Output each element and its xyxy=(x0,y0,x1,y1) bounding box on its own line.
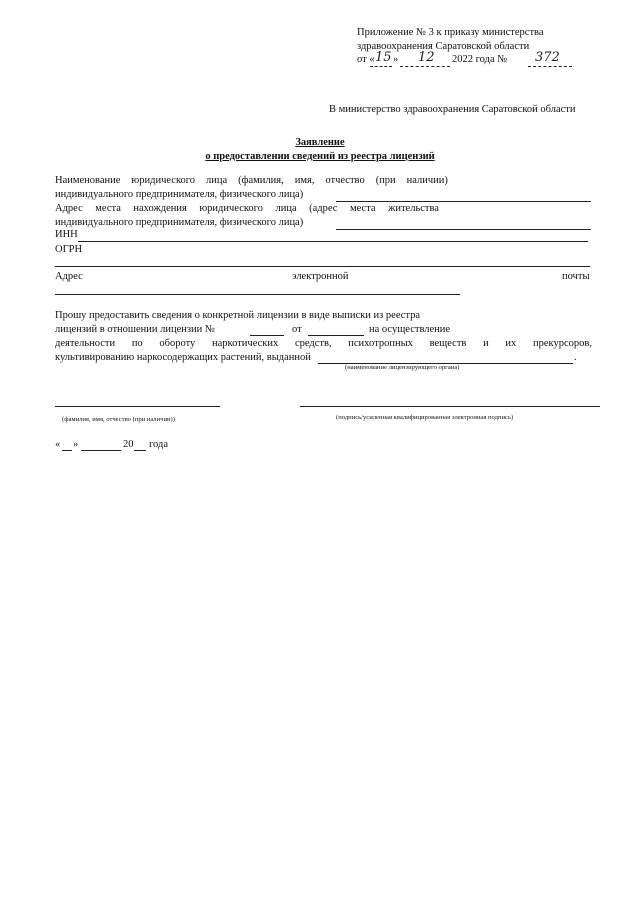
fio-input-line[interactable] xyxy=(55,406,220,407)
address-input-line[interactable] xyxy=(336,229,591,230)
date-day-underline xyxy=(370,66,392,67)
footer-month-input[interactable] xyxy=(81,450,121,451)
fio-caption: (фамилия, имя, отчество (при наличии)) xyxy=(62,416,175,423)
ogrn-label: ОГРН xyxy=(55,244,83,255)
signature-caption: (подпись/усиленная квалифицированная электронная подпись) xyxy=(336,414,514,421)
request-line1: Прошу предоставить сведения о конкретной лицензии в виде выписки из реестра xyxy=(55,310,421,321)
appendix-date-mid: » xyxy=(393,54,399,65)
address-line2: индивидуального предпринимателя, физического лица) xyxy=(55,217,304,228)
appendix-date-month: 12 xyxy=(418,50,435,65)
inn-label: ИНН xyxy=(55,229,78,240)
footer-date-open: « xyxy=(55,439,61,450)
footer-day-input[interactable] xyxy=(62,450,72,451)
appendix-date-prefix: от « xyxy=(357,54,375,65)
request-line3: деятельности по обороту наркотических средств, психотропных веществ и их прекурсоров, xyxy=(55,338,592,349)
request-line2-b: от xyxy=(292,324,302,335)
order-number-underline xyxy=(528,66,572,67)
ogrn-input-line[interactable] xyxy=(55,266,590,267)
appendix-line2: здравоохранения Саратовской области xyxy=(357,41,530,52)
footer-date-century: 20 xyxy=(123,439,134,450)
email-label-word2: электронной xyxy=(292,271,349,282)
license-number-input[interactable] xyxy=(250,335,284,336)
footer-year-input[interactable] xyxy=(134,450,146,451)
name-input-line[interactable] xyxy=(336,201,591,202)
authority-caption: (наименование лицензирующего органа) xyxy=(345,364,460,371)
address-line1: Адрес места нахождения юридического лица (адрес места жительства xyxy=(55,203,439,214)
title-line1: Заявление xyxy=(295,137,345,148)
name-line2: индивидуального предпринимателя, физического лица) xyxy=(55,189,304,200)
addressee: В министерство здравоохранения Саратовской области xyxy=(329,104,576,115)
title-line2: о предоставлении сведений из реестра лицензий xyxy=(205,151,435,162)
license-date-input[interactable] xyxy=(308,335,364,336)
inn-input-line[interactable] xyxy=(78,241,588,242)
name-line1: Наименование юридического лица (фамилия, имя, отчество (при наличии) xyxy=(55,175,448,186)
request-line2-c: на осуществление xyxy=(369,324,451,335)
signature-input-line[interactable] xyxy=(300,406,600,407)
email-label-word1: Адрес xyxy=(55,271,83,282)
appendix-date-day: 15 xyxy=(375,50,392,65)
request-line4: культивированию наркосодержащих растений, выданной xyxy=(55,352,311,363)
appendix-order-number: 372 xyxy=(535,50,560,65)
request-line2-a: лицензий в отношении лицензии № xyxy=(55,324,215,335)
request-line4-end: . xyxy=(574,352,577,363)
footer-date-close: » xyxy=(73,439,79,450)
date-month-underline xyxy=(400,66,450,67)
appendix-date-year: 2022 года № xyxy=(452,54,508,65)
footer-date-year-word: года xyxy=(149,439,168,450)
email-input-line[interactable] xyxy=(55,294,460,295)
email-label-word3: почты xyxy=(562,271,590,282)
appendix-line1: Приложение № 3 к приказу министерства xyxy=(357,27,544,38)
